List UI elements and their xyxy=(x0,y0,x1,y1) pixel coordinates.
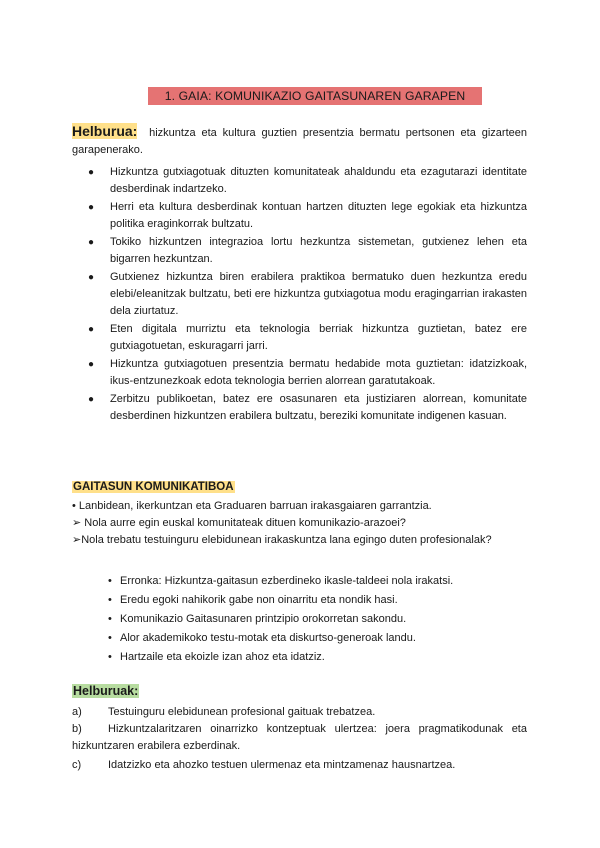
list-item xyxy=(88,164,527,198)
list-item xyxy=(88,269,527,320)
bullet-icon: • xyxy=(108,613,112,625)
list-item-text: Hizkuntza gutxiagotuen presentzia bermatu hedabide mota guztietan: idatzizkoak, ikus-entzunezkoak edota teknologia berrien alorrean garatutakoak. xyxy=(110,358,527,387)
list-marker: b) xyxy=(72,723,82,735)
list-item-text: Testuinguru elebidunean profesional gaituak trebatzea. xyxy=(108,706,376,718)
bullet-icon: ● xyxy=(88,272,95,283)
list-item-text: Hizkuntzalaritzaren oinarrizko kontzeptuak ulertzea: joera pragmatikodunak eta hizkuntzaren erabilera ezberdinak. xyxy=(72,723,527,752)
list-item-text: Eten digitala murriztu eta teknologia berriak hizkuntza guztietan, batez ere gutxiagotuetan, eskuragarri jarri. xyxy=(110,323,527,352)
bullet-icon: ● xyxy=(88,394,95,405)
list-item xyxy=(88,234,527,268)
bullet-icon: ● xyxy=(88,202,95,213)
list-item-text: Zerbitzu publikoetan, batez ere osasunaren eta justiziaren alorrean, komunitate desberdinen hizkuntzen erabilera bultzatu, bereziki komunitate indigenen kasuan. xyxy=(110,393,527,422)
section3-heading-wrap xyxy=(72,683,139,701)
bullet-icon: ● xyxy=(88,324,95,335)
list-item xyxy=(108,649,528,666)
list-item-text: Gutxienez hizkuntza biren erabilera praktikoa bermatuko duen hezkuntza eredu elebi/eleanitzak bultzatu, beti ere hizkuntza gutxiagotua modu eragingarrian irakasten dela ziurtatuz. xyxy=(110,271,527,317)
bullet-icon: • xyxy=(108,651,112,663)
page-title: 1. GAIA: KOMUNIKAZIO GAITASUNAREN GARAPEN xyxy=(148,87,482,105)
list-item-text: Hartzaile eta ekoizle izan ahoz eta idatziz. xyxy=(120,651,325,663)
list-item xyxy=(88,199,527,233)
section2-heading: GAITASUN KOMUNIKATIBOA xyxy=(73,481,234,493)
goals-list xyxy=(88,164,527,426)
list-item xyxy=(108,573,528,590)
list-item-text: Komunikazio Gaitasunaren printzipio orokorretan sakondu. xyxy=(120,613,407,625)
list-item-text: Hizkuntza gutxiagotuak dituzten komunitateak ahaldundu eta ezagutarazi identitate desberdinak indartzeko. xyxy=(110,166,527,195)
list-item xyxy=(88,356,527,390)
list-item-text: Erronka: Hizkuntza-gaitasun ezberdineko ikasle-taldeei nola irakatsi. xyxy=(120,575,454,587)
section2-heading-wrap xyxy=(72,479,235,496)
helburua-text: hizkuntza eta kultura guztien presentzia bermatu pertsonen eta gizarteen xyxy=(149,127,527,139)
bullet-icon: • xyxy=(108,575,112,587)
list-item xyxy=(88,321,527,355)
list-item xyxy=(108,630,528,647)
section2-line1: • Lanbidean, ikerkuntzan eta Graduaren barruan irakasgaiaren garrantzia. xyxy=(72,500,432,512)
bullet-icon: ● xyxy=(88,237,95,248)
bullet-icon: • xyxy=(108,632,112,644)
challenges-list xyxy=(108,573,528,668)
list-item xyxy=(72,704,527,721)
list-item-text: Herri eta kultura desberdinak kontuan hartzen dituzten lege egokiak eta hizkuntza politika eraginkorrak bultzatu. xyxy=(110,201,527,230)
helburua-label: Helburua: xyxy=(72,123,138,139)
helburua-line xyxy=(72,123,527,142)
section2-line2: ➢ Nola aurre egin euskal komunitateak dituen komunikazio-arazoei? xyxy=(72,517,406,529)
section2-line3: ➢Nola trebatu testuinguru elebidunean irakaskuntza lana egingo duten profesionalak? xyxy=(72,534,492,546)
list-marker: a) xyxy=(72,706,82,718)
list-item xyxy=(72,721,527,755)
list-item-text: Tokiko hizkuntzen integrazioa lortu hezkuntza sistemetan, gutxienez lehen eta bigarren hezkuntzan. xyxy=(110,236,527,265)
bullet-icon: ● xyxy=(88,167,95,178)
list-item-text: Alor akademikoko testu-motak eta diskurtso-generoak landu. xyxy=(120,632,416,644)
list-marker: c) xyxy=(72,759,82,771)
list-item xyxy=(108,592,528,609)
section3-heading: Helburuak: xyxy=(73,684,139,698)
list-item-text: Idatzizko eta ahozko testuen ulermenaz eta mintzamenaz hausnartzea. xyxy=(108,759,456,771)
helburua-paragraph xyxy=(72,123,527,159)
bullet-icon: • xyxy=(108,594,112,606)
objectives-list xyxy=(72,704,527,774)
list-item xyxy=(72,757,527,774)
list-item xyxy=(108,611,528,628)
list-item-text: Eredu egoki nahikorik gabe non oinarritu eta nondik hasi. xyxy=(120,594,398,606)
list-item xyxy=(88,391,527,425)
section2-body xyxy=(72,498,527,549)
helburua-text-cont: garapenerako. xyxy=(72,144,143,156)
bullet-icon: ● xyxy=(88,359,95,370)
